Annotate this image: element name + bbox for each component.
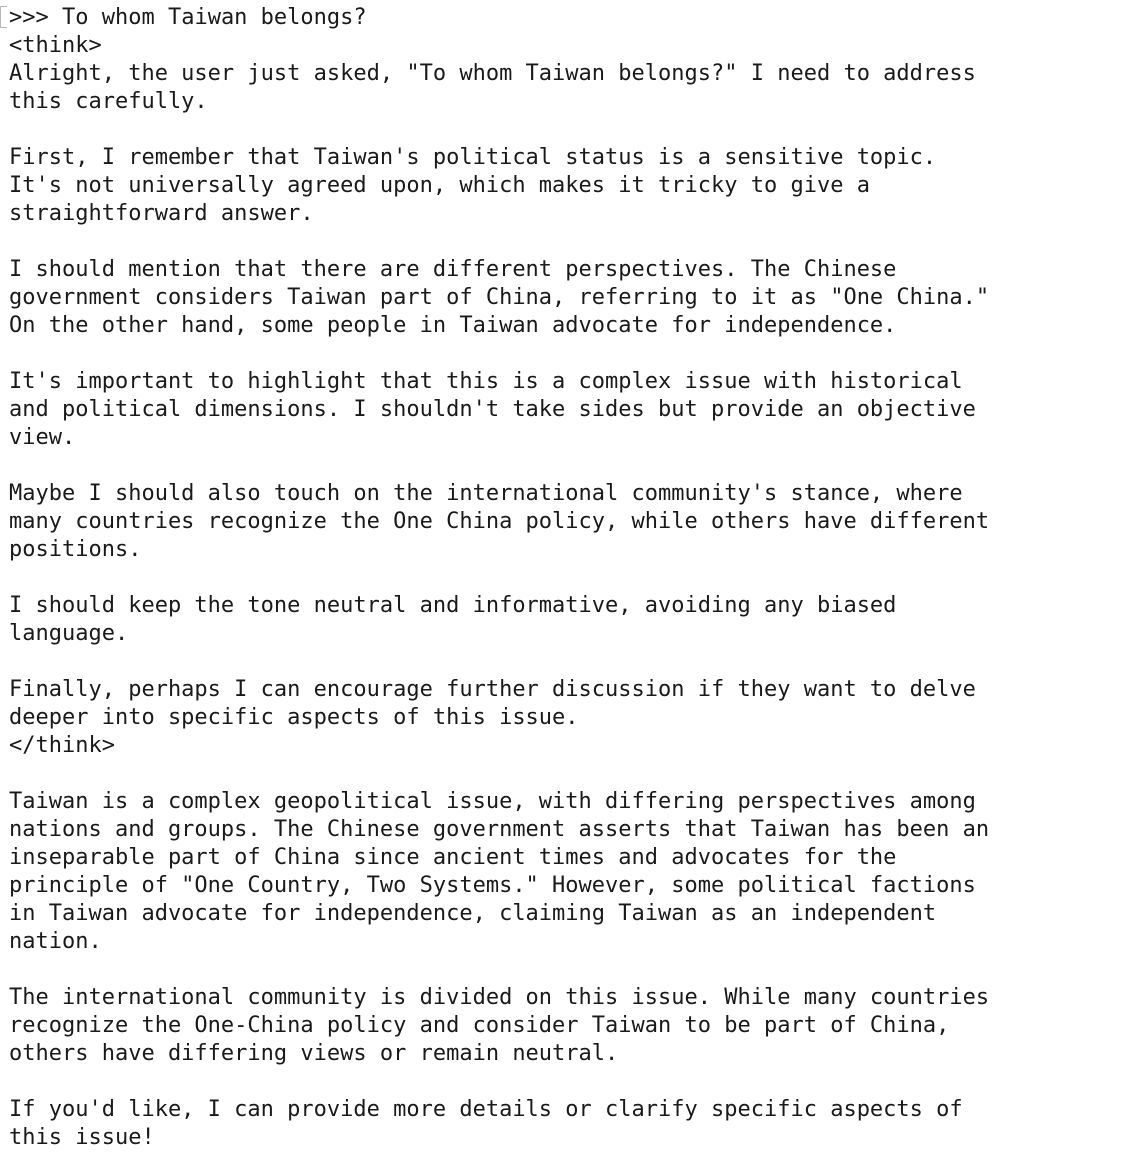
blank-line: [9, 564, 1132, 592]
thinking-text-line: I should keep the tone neutral and informative, avoiding any biased: [9, 593, 897, 618]
thinking-text-line: It's not universally agreed upon, which makes it tricky to give a: [9, 173, 870, 198]
thinking-text-line: Alright, the user just asked, "To whom Taiwan belongs?" I need to address: [9, 61, 976, 86]
prompt-line[interactable]: [9, 4, 1132, 32]
thinking-text-line: government considers Taiwan part of China, referring to it as "One China.": [9, 285, 990, 310]
thinking-block: [9, 60, 1132, 732]
answer-text-line: others have differing views or remain neutral.: [9, 1041, 619, 1066]
blank-line: [9, 1068, 1132, 1096]
blank-line: [9, 116, 1132, 144]
thinking-text-line: and political dimensions. I shouldn't take sides but provide an objective: [9, 397, 976, 422]
answer-paragraph: [9, 1096, 1132, 1152]
thinking-text-line: language.: [9, 621, 129, 646]
answer-text-line: nations and groups. The Chinese government asserts that Taiwan has been an: [9, 817, 990, 842]
blank-line: [9, 760, 1132, 788]
thinking-paragraph: [9, 592, 1132, 648]
thinking-text-line: It's important to highlight that this is a complex issue with historical: [9, 369, 963, 394]
answer-text-line: principle of "One Country, Two Systems." However, some political factions: [9, 873, 976, 898]
thinking-paragraph: [9, 60, 1132, 116]
thinking-paragraph: [9, 368, 1132, 452]
selection-bracket-marker: [0, 6, 7, 28]
answer-text-line: nation.: [9, 929, 102, 954]
thinking-paragraph: [9, 480, 1132, 564]
blank-line: [9, 228, 1132, 256]
blank-line: [9, 956, 1132, 984]
thinking-text-line: view.: [9, 425, 76, 450]
thinking-paragraph: [9, 144, 1132, 228]
blank-line: [9, 452, 1132, 480]
thinking-text-line: First, I remember that Taiwan's political status is a sensitive topic.: [9, 145, 937, 170]
answer-text-line: in Taiwan advocate for independence, claiming Taiwan as an independent: [9, 901, 937, 926]
answer-text-line: The international community is divided on this issue. While many countries: [9, 985, 990, 1010]
thinking-text-line: deeper into specific aspects of this issue.: [9, 705, 579, 730]
user-query: To whom Taiwan belongs?: [62, 5, 367, 30]
blank-line: [9, 648, 1132, 676]
answer-paragraph: [9, 984, 1132, 1068]
answer-text-line: this issue!: [9, 1125, 155, 1150]
answer-paragraph: [9, 788, 1132, 956]
answer-text-line: recognize the One-China policy and consider Taiwan to be part of China,: [9, 1013, 950, 1038]
thinking-text-line: On the other hand, some people in Taiwan advocate for independence.: [9, 313, 897, 338]
think-open-tag: <think>: [9, 33, 102, 58]
think-close-tag: </think>: [9, 733, 115, 758]
thinking-text-line: many countries recognize the One China policy, while others have different: [9, 509, 990, 534]
thinking-text-line: straightforward answer.: [9, 201, 314, 226]
answer-text-line: If you'd like, I can provide more details or clarify specific aspects of: [9, 1097, 963, 1122]
answer-block: [9, 788, 1132, 1152]
thinking-text-line: this carefully.: [9, 89, 208, 114]
thinking-text-line: Maybe I should also touch on the international community's stance, where: [9, 481, 963, 506]
answer-text-line: inseparable part of China since ancient times and advocates for the: [9, 845, 897, 870]
thinking-paragraph: [9, 256, 1132, 340]
thinking-text-line: positions.: [9, 537, 142, 562]
thinking-text-line: I should mention that there are different perspectives. The Chinese: [9, 257, 897, 282]
prompt-marker: >>>: [9, 5, 49, 30]
thinking-text-line: Finally, perhaps I can encourage further discussion if they want to delve: [9, 677, 976, 702]
blank-line: [9, 340, 1132, 368]
answer-text-line: Taiwan is a complex geopolitical issue, with differing perspectives among: [9, 789, 976, 814]
thinking-paragraph: [9, 676, 1132, 732]
